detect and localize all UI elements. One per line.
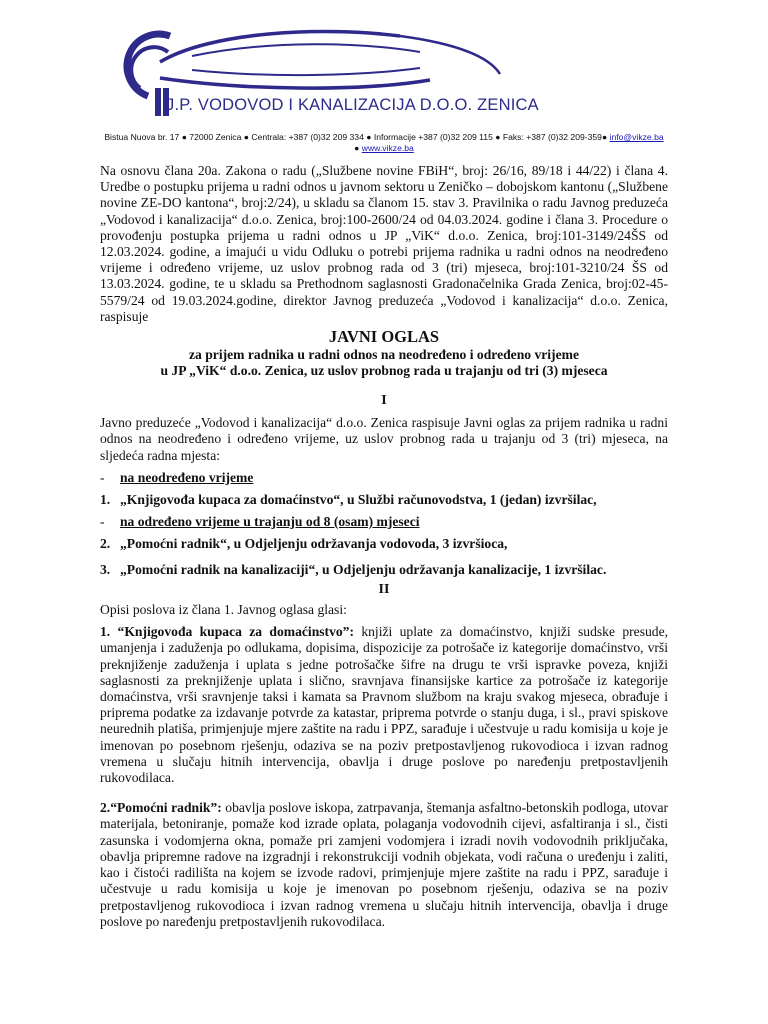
job-description-text: knjiži uplate za domaćinstvo, knjiži sudske presude, umanjenja i zaduženja po odlukama, dopisima, dispozicije za potrošače iz kategorije domaćinstvo, vrši preknjiženje zaduženja i uplata s jedne potrošačke šifre na drugu te vrši ispravke poveza, knjiži saglasnosti za preknjiženje uplata i slično, sravnjava finansijske kartice za potrošače iz kategorije domaćinstva, vrši sravnjenje taksi i kamata sa Pravnom službom na kraju svakog mjeseca, obrađuje i priprema podatke za izdavanje potvrde za katastar, priprema potvrde o stanju duga, i sl., pravi spiskove neurednih platiša, primjenjuje mjere zaštite na radu i PPZ, sarađuje i učestvuje u radu komisija u koje je imenovan po posebnom rješenju, odaziva se na poziv pretpostavljenog rukovodioca i izvan radnog vremena u slučaju hitnih intervencija, obavlja i druge poslove po naređenju pretpostavljenih rukovodilaca. [100,624,669,786]
position-item [100,562,668,578]
position-text: „Pomoćni radnik“, u Odjeljenju održavanja vodovoda, 3 izvršioca, [120,535,508,551]
group-label: na neodređeno vrijeme [120,469,254,485]
website-prefix: ● [354,143,362,153]
job-description-2 [100,800,668,930]
section-numeral-2: II [378,581,390,597]
position-item [100,536,668,552]
position-number: 3. [100,561,111,577]
contact-text: Bistua Nuova br. 17 ● 72000 Zenica ● Centrala: +387 (0)32 209 334 ● Informacije +387 (0)32 209 115 ● Faks: +387 (0)32 209-359● [104,132,610,142]
job-description-heading: 2.“Pomoćni radnik”: [100,800,222,816]
company-name: J.P. VODOVOD I KANALIZACIJA D.O.O. ZENICA [166,96,539,114]
section2-intro: Opisi poslova iz člana 1. Javnog oglasa glasi: [100,602,347,618]
section-numeral-1: I [381,393,387,409]
group-label: na određeno vrijeme u trajanju od 8 (osam) mjeseci [120,513,420,529]
position-text: „Pomoćni radnik na kanalizaciji“, u Odjeljenju održavanja kanalizacije, 1 izvršilac. [120,561,607,577]
document-body [100,163,668,930]
section1-text: Javno preduzeće „Vodovod i kanalizacija“ d.o.o. Zenica raspisuje Javni oglas za prijem radnika u radni odnos na neodređeno i određeno vrijeme, uz uslov probnog rada u trajanju od 3 (tri) mjeseca, na sljedeća radna mjesta: [100,415,668,463]
job-description-heading: 1. “Knjigovođa kupaca za domaćinstvo”: [100,624,354,640]
intro-paragraph: Na osnovu člana 20a. Zakona o radu („Službene novine FBiH“, broj: 26/16, 89/18 i 44/22) i člana 4. Uredbe o postupku prijema u radni odnos u javnom sektoru u Zeničko – dobojskom kantonu („Službene novine ZE-DO kantona“, broj:2/24), u skladu sa članom 15. stav 3. Pravilnika o radu Javnog preduzeća „Vodovod i kanalizacija“ d.o.o. Zenica, broj:100-2600/24 od 04.03.2024. godine i člana 3. Procedure o provođenju postupka prijema u radni odnos u JP „ViK“ d.o.o. Zenica, broj:101-3149/24ŠS od 12.03.2024. godine, a imajući u vidu Odluku o potrebi prijema radnika u radni odnos na neodređeno vrijeme i određeno vrijeme, uz uslov probnog rada od 3 (tri) mjeseca, broj:101-3210/24 ŠS od 13.03.2024. godine, te u skladu sa Prethodnom saglasnosti Gradonačelnika Grada Zenica, broj:02-45-5579/24 od 19.03.2024.godine, direktor Javnog preduzeća „Vodovod i kanalizacija“ d.o.o. Zenica, raspisuje [100,163,668,324]
dash-bullet: - [100,513,105,529]
website-link[interactable]: www.vikze.ba [361,143,414,153]
job-description-1 [100,624,668,786]
position-number: 2. [100,535,111,551]
group-definite [100,514,668,530]
job-description-text: obavlja poslove iskopa, zatrpavanja, štemanja asfaltno-betonskih podloga, utovar materijala, betoniranje, pomaže kod izrade oplata, polaganja vodovodnih cijevi, asfaltiranja i sl., čisti zasunska i vodomjerna okna, pomaže pri zamjeni vodomjera i izradi novih vodovodnih priključaka, obavlja pripremne radove na izgradnji i rekonstrukciji vodnih objekata, vodi računa o uređenju i zaliti, kao i čistoći radilišta na kojem se izvode radovi, primjenjuje mjere zaštite na radu i PPZ, sarađuje i učestvuje u radu komisija u koje je imenovan po posebnom rješenju, odaziva se na poziv pretpostavljenog rukovodioca i izvan radnog vremena u slučaju hitnih intervencija, obavlja i druge poslove po naređenju pretpostavljenih rukovodilaca. [100,800,668,929]
document-subtitle-line1: za prijem radnika u radni odnos na neodređeno i određeno vrijeme [189,347,579,363]
position-text: „Knjigovođa kupaca za domaćinstvo“, u Službi računovodstva, 1 (jedan) izvršilac, [120,491,597,507]
document-title: JAVNI OGLAS [328,327,440,347]
email-link[interactable]: info@vikze.ba [609,132,664,142]
position-number: 1. [100,491,111,507]
contact-info [100,132,668,154]
dash-bullet: - [100,469,105,485]
group-indefinite [100,470,668,486]
document-subtitle-line2: u JP „ViK“ d.o.o. Zenica, uz uslov probnog rada u trajanju od tri (3) mjeseca [160,363,608,379]
position-item [100,492,668,508]
